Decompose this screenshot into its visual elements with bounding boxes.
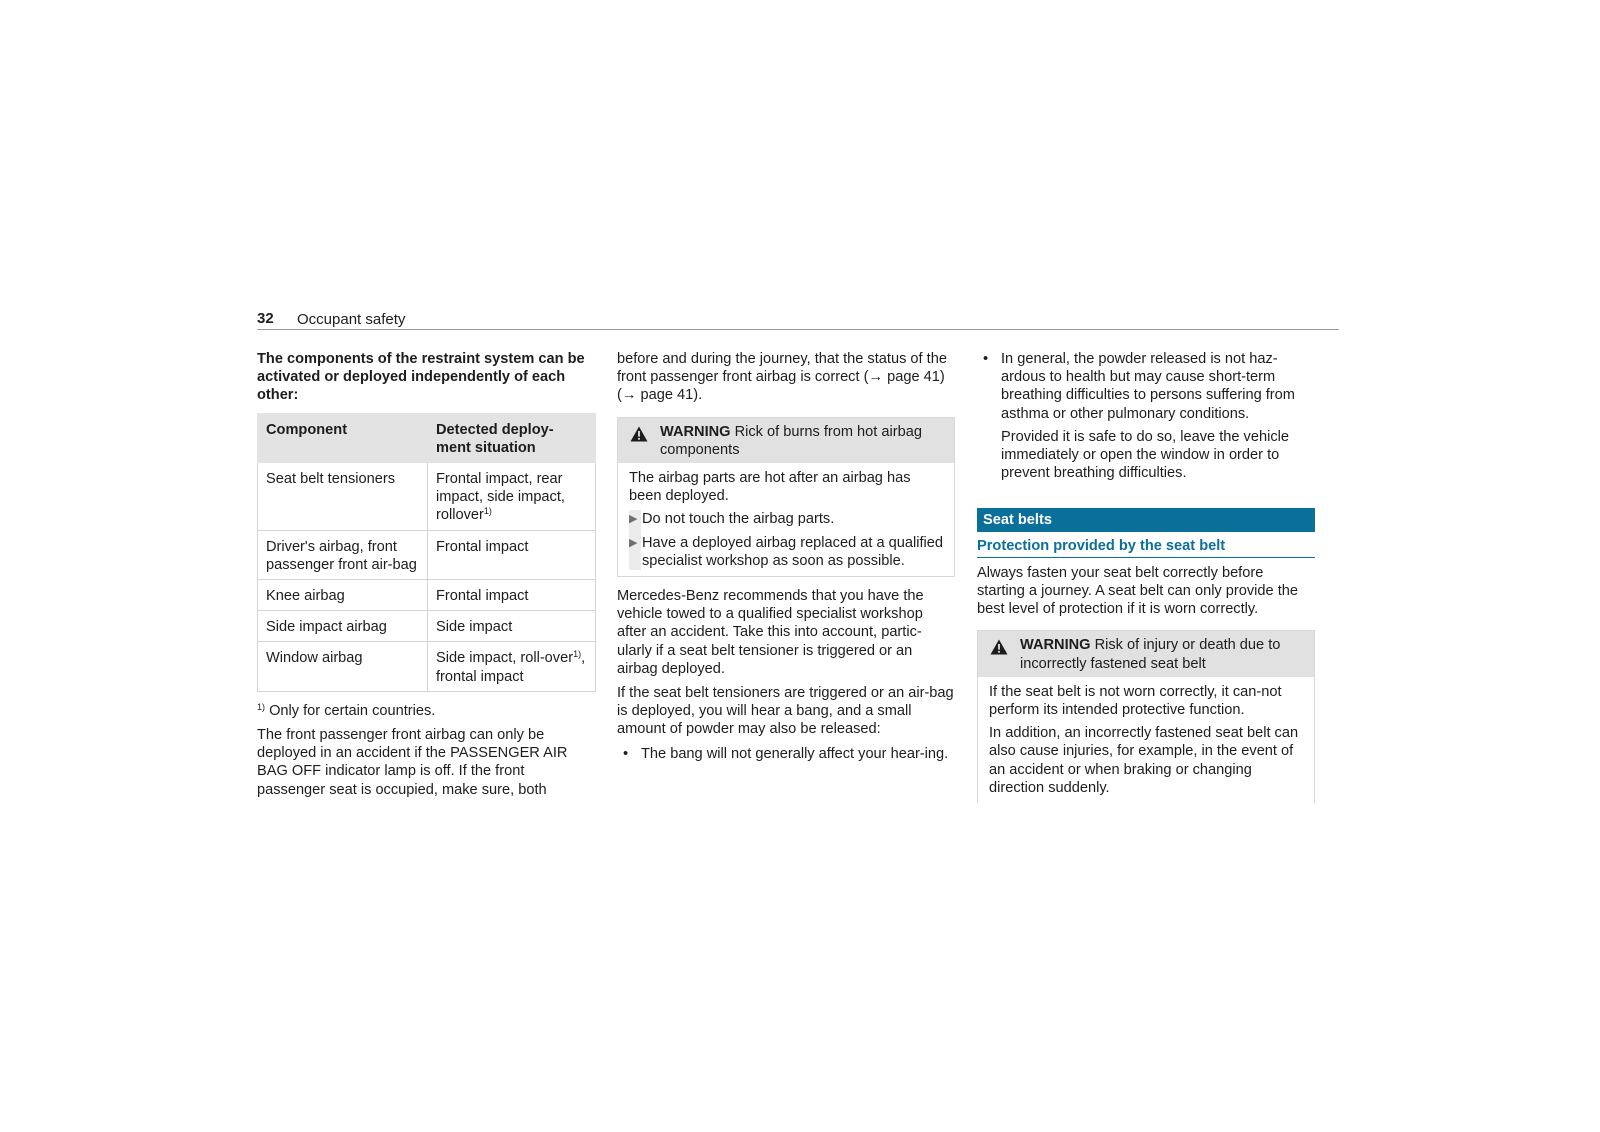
header-situation: Detected deploy- ment situation: [428, 413, 596, 462]
list-item: • In general, the powder released is not haz-ardous to health but may cause short-term breathing difficulties to persons suffering from asthma or other pulmonary conditions. Provided it is safe to do so, leave the vehicle immediately or open the window in order to prevent breathing difficulties.: [977, 350, 1315, 482]
list-item: • The bang will not generally affect your hear-ing.: [623, 745, 949, 762]
column-right: [977, 350, 1315, 803]
footnote-mark: 1): [483, 506, 492, 517]
paragraph: If the seat belt tensioners are triggered or an air-bag is deployed, you will hear a bang, and a small amount of powder may also be released:: [617, 685, 954, 738]
table-row: [258, 611, 596, 642]
warning-title: Rick of burns from hot airbag components: [660, 423, 922, 458]
table-row: [258, 642, 596, 691]
warning-title: Risk of injury or death due to incorrectly fastened seat belt: [1020, 637, 1281, 672]
column-middle: [617, 350, 955, 763]
cell-component: Window airbag: [258, 642, 428, 691]
warning-box: [977, 630, 1315, 803]
warning-text: In addition, an incorrectly fastened seat belt can also cause injuries, for example, in the event of an accident or when braking or changing direction suddenly.: [989, 725, 1299, 796]
warning-triangle-icon: [990, 639, 1008, 655]
table-header-row: [258, 413, 596, 462]
cell-situation: Frontal impact, rear impact, side impact, rollover$^{1)}$: [428, 463, 596, 531]
table-row: [258, 580, 596, 611]
warning-body: [618, 463, 954, 576]
footnote: $^{1)}$ Only for certain countries.: [257, 701, 436, 719]
header-divider: [257, 329, 1339, 330]
table-row: [258, 463, 596, 531]
page-number: 32: [257, 310, 274, 327]
action-step: ▶ Have a deployed airbag replaced at a qualified specialist workshop as soon as possible.: [629, 534, 944, 569]
paragraph: Mercedes-Benz recommends that you have the vehicle towed to a qualified specialist workshop after an accident. Take this into account, partic-ularly if a seat belt tensioner is triggered or an airbag deployed.: [617, 588, 924, 677]
warning-text: The airbag parts are hot after an airbag has been deployed.: [629, 470, 911, 505]
restraint-components-table: [257, 413, 596, 692]
warning-keyword: WARNING: [660, 423, 731, 440]
list-item-subtext: Provided it is safe to do so, leave the vehicle immediately or open the window in order to prevent breathing difficulties.: [1001, 428, 1289, 482]
bullet-dot-icon: •: [623, 745, 629, 762]
cell-component: Driver's airbag, front passenger front air-bag: [258, 530, 428, 579]
cell-situation: Side impact, roll-over$^{1)}$, frontal impact: [428, 642, 596, 691]
warning-box: [617, 417, 955, 577]
paragraph: The front passenger front airbag can only be deployed in an accident if the PASSENGER AIR BAG OFF indicator lamp is off. If the front passenger seat is occupied, make sure, both: [257, 727, 568, 798]
warning-header: [978, 631, 1314, 676]
step-arrow-icon: ▶: [629, 536, 638, 549]
action-step: ▶ Do not touch the airbag parts.: [629, 511, 835, 528]
bullet-list: [617, 745, 955, 763]
header-component: Component: [258, 413, 428, 462]
paragraph: before and during the journey, that the status of the front passenger front airbag is correct (→ page 41) (→ page 41).: [617, 351, 947, 404]
section-heading: Seat belts: [977, 508, 1315, 531]
bullet-dot-icon: •: [983, 351, 989, 367]
bullet-list: [977, 350, 1315, 482]
table-row: [258, 530, 596, 579]
cell-component: Knee airbag: [258, 580, 428, 611]
cell-situation: Frontal impact: [428, 580, 596, 611]
table-intro: The components of the restraint system can be activated or deployed independently of each other:: [257, 351, 585, 404]
subsection-heading: Protection provided by the seat belt: [977, 532, 1315, 558]
step-arrow-icon: ▶: [629, 513, 638, 526]
page-header: [257, 310, 1339, 330]
action-steps: [629, 510, 943, 570]
cell-situation: Side impact: [428, 611, 596, 642]
warning-text: If the seat belt is not worn correctly, it can-not perform its intended protective function.: [989, 683, 1282, 719]
cell-situation: Frontal impact: [428, 530, 596, 579]
warning-keyword: WARNING: [1020, 637, 1091, 654]
cell-component: Side impact airbag: [258, 611, 428, 642]
warning-header: [618, 418, 954, 463]
warning-triangle-icon: [630, 426, 648, 442]
section-title: Occupant safety: [297, 311, 406, 328]
warning-body: [978, 677, 1314, 803]
cell-component: Seat belt tensioners: [258, 463, 428, 531]
column-left: [257, 350, 596, 799]
paragraph: Always fasten your seat belt correctly before starting a journey. A seat belt can only provide the best level of protection if it is worn correctly.: [977, 564, 1298, 618]
footnote-mark: 1): [573, 649, 582, 660]
